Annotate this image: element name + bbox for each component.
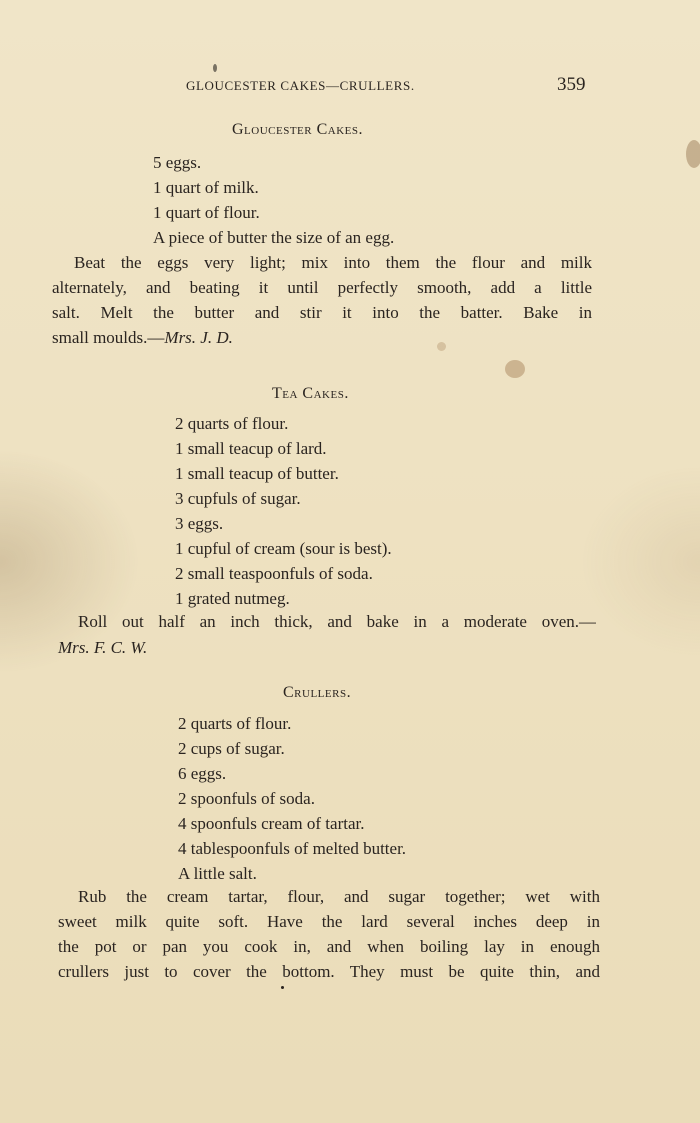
directions-line: alternately, and beating it until perfectly smooth, add a little — [52, 278, 592, 297]
recipe-title-gloucester-cakes: Gloucester Cakes. — [232, 121, 364, 138]
directions-line: Beat the eggs very light; mix into them the flour and milk — [74, 253, 592, 272]
directions-line: Roll out half an inch thick, and bake in a moderate oven.— — [78, 612, 596, 631]
directions-last-line — [52, 328, 233, 348]
directions-line: the pot or pan you cook in, and when boiling lay in enough — [58, 937, 600, 956]
ingredient-item: 4 spoonfuls cream of tartar. — [178, 814, 365, 833]
recipe-attribution: Mrs. F. C. W. — [58, 638, 148, 657]
ingredient-item: 2 cups of sugar. — [178, 739, 285, 758]
ingredient-item: 5 eggs. — [153, 153, 202, 172]
ingredient-item: 3 cupfuls of sugar. — [175, 489, 301, 508]
ingredient-item: 1 cupful of cream (sour is best). — [175, 539, 392, 558]
ingredient-item: 6 eggs. — [178, 764, 227, 783]
paper-stain — [686, 140, 700, 168]
directions-line: salt. Melt the butter and stir it into the batter. Bake in — [52, 303, 592, 322]
directions-line-text: small moulds.— — [52, 328, 165, 347]
ingredient-item: A little salt. — [178, 864, 257, 883]
directions-line: crullers just to cover the bottom. They must be quite thin, and — [58, 962, 600, 981]
directions-line: sweet milk quite soft. Have the lard several inches deep in — [58, 912, 600, 931]
ingredient-item: 2 quarts of flour. — [175, 414, 289, 433]
ingredient-item: 1 grated nutmeg. — [175, 589, 290, 608]
recipe-title-crullers: Crullers. — [283, 684, 352, 701]
page-number: 359 — [557, 74, 586, 95]
ingredient-item: 4 tablespoonfuls of melted butter. — [178, 839, 407, 858]
paper-stain — [437, 342, 446, 351]
ingredient-item: 2 small teaspoonfuls of soda. — [175, 564, 373, 583]
ingredient-item: 2 quarts of flour. — [178, 714, 292, 733]
running-header: GLOUCESTER CAKES—CRULLERS. — [186, 78, 415, 93]
ink-mark — [281, 986, 284, 989]
paper-stain — [505, 360, 525, 378]
ink-mark — [213, 64, 217, 72]
ingredient-item: 1 small teacup of butter. — [175, 464, 339, 483]
ingredient-item: A piece of butter the size of an egg. — [153, 228, 395, 247]
ingredient-item: 1 quart of flour. — [153, 203, 260, 222]
ingredient-item: 2 spoonfuls of soda. — [178, 789, 315, 808]
recipe-attribution: Mrs. J. D. — [164, 328, 233, 347]
ingredient-item: 1 small teacup of lard. — [175, 439, 327, 458]
ingredient-item: 3 eggs. — [175, 514, 224, 533]
recipe-title-tea-cakes: Tea Cakes. — [272, 385, 349, 402]
ingredient-item: 1 quart of milk. — [153, 178, 259, 197]
directions-line: Rub the cream tartar, flour, and sugar together; wet with — [78, 887, 600, 906]
